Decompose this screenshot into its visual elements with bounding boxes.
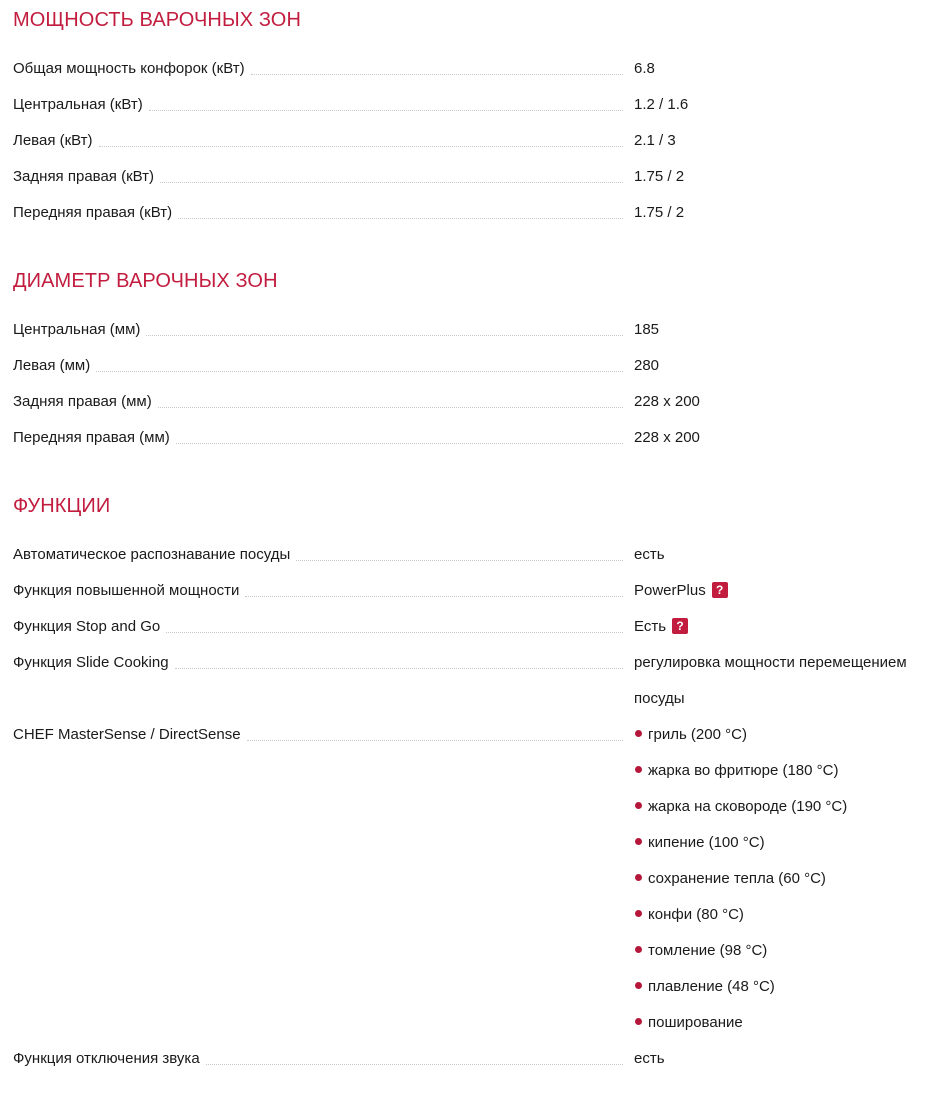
- spec-value: 6.8: [634, 60, 655, 77]
- bullet-icon: [635, 910, 642, 917]
- spec-label: Центральная (кВт): [13, 93, 145, 117]
- section-functions: [13, 494, 928, 518]
- spec-label: Общая мощность конфорок (кВт): [13, 57, 247, 81]
- list-item-text: плавление (48 °C): [648, 978, 775, 995]
- list-item: [634, 789, 932, 825]
- spec-row: [13, 201, 928, 237]
- spec-value: PowerPlus: [634, 582, 706, 599]
- bullet-icon: [635, 946, 642, 953]
- list-item: [634, 753, 932, 789]
- spec-label: Левая (кВт): [13, 129, 95, 153]
- list-item-text: кипение (100 °C): [648, 834, 765, 851]
- spec-value: Есть: [634, 618, 667, 635]
- bullet-icon: [635, 874, 642, 881]
- list-item: [634, 825, 932, 861]
- dotted-leader: [206, 1064, 623, 1065]
- list-item-text: сохранение тепла (60 °C): [648, 870, 826, 887]
- spec-value: есть: [634, 1050, 665, 1067]
- dotted-leader: [247, 740, 623, 741]
- section-diameter: [13, 269, 928, 293]
- spec-label: Автоматическое распознавание посуды: [13, 543, 292, 567]
- section-title: ДИАМЕТР ВАРОЧНЫХ ЗОН: [13, 270, 278, 292]
- dotted-leader: [96, 371, 623, 372]
- spec-row: [13, 1047, 928, 1083]
- bullet-icon: [635, 730, 642, 737]
- spec-value: есть: [634, 546, 665, 563]
- spec-value-line: регулировка мощности перемещением: [634, 654, 907, 671]
- bullet-icon: [635, 802, 642, 809]
- list-item-text: поширование: [648, 1014, 743, 1031]
- spec-value: 1.75 / 2: [634, 168, 685, 185]
- bullet-icon: [635, 838, 642, 845]
- spec-label: Передняя правая (мм): [13, 426, 172, 450]
- list-item: [634, 933, 932, 969]
- mode-list: [634, 717, 932, 1041]
- spec-label: Функция повышенной мощности: [13, 579, 241, 603]
- spec-row: [13, 426, 928, 462]
- list-item-text: гриль (200 °C): [648, 726, 747, 743]
- list-item: [634, 1005, 932, 1041]
- spec-row: [13, 651, 928, 723]
- list-item: [634, 861, 932, 897]
- spec-value: 185: [634, 321, 660, 338]
- spec-value: 228 x 200: [634, 429, 700, 446]
- bullet-icon: [635, 982, 642, 989]
- bullet-icon: [635, 766, 642, 773]
- dotted-leader: [146, 335, 623, 336]
- section-title: МОЩНОСТЬ ВАРОЧНЫХ ЗОН: [13, 9, 302, 31]
- list-item-text: жарка во фритюре (180 °C): [648, 762, 839, 779]
- dotted-leader: [160, 182, 623, 183]
- list-item-text: конфи (80 °C): [648, 906, 744, 923]
- spec-value: 1.75 / 2: [634, 204, 685, 221]
- dotted-leader: [166, 632, 623, 633]
- dotted-leader: [296, 560, 623, 561]
- help-icon[interactable]: ?: [712, 582, 728, 598]
- spec-label: Задняя правая (мм): [13, 390, 154, 414]
- spec-label: Левая (мм): [13, 354, 92, 378]
- spec-label: Функция отключения звука: [13, 1047, 202, 1071]
- spec-value: 228 x 200: [634, 393, 700, 410]
- help-icon[interactable]: ?: [672, 618, 688, 634]
- spec-value: 1.2 / 1.6: [634, 96, 689, 113]
- spec-label: Функция Slide Cooking: [13, 651, 171, 675]
- dotted-leader: [176, 443, 623, 444]
- list-item-text: жарка на сковороде (190 °C): [648, 798, 848, 815]
- spec-row: [13, 723, 928, 1047]
- spec-label: Центральная (мм): [13, 318, 142, 342]
- spec-value-line: посуды: [634, 690, 685, 707]
- spec-label: Задняя правая (кВт): [13, 165, 156, 189]
- dotted-leader: [149, 110, 623, 111]
- dotted-leader: [158, 407, 623, 408]
- list-item: [634, 897, 932, 933]
- dotted-leader: [251, 74, 623, 75]
- spec-label: CHEF MasterSense / DirectSense: [13, 723, 243, 747]
- spec-label: Функция Stop and Go: [13, 615, 162, 639]
- list-item-text: томление (98 °C): [648, 942, 768, 959]
- spec-value: 2.1 / 3: [634, 132, 676, 149]
- list-item: [634, 969, 932, 1005]
- list-item: [634, 717, 932, 753]
- spec-label: Передняя правая (кВт): [13, 201, 174, 225]
- section-power: [13, 8, 928, 32]
- dotted-leader: [175, 668, 623, 669]
- bullet-icon: [635, 1018, 642, 1025]
- dotted-leader: [245, 596, 623, 597]
- spec-value: 280: [634, 357, 660, 374]
- dotted-leader: [99, 146, 623, 147]
- dotted-leader: [178, 218, 623, 219]
- section-title: ФУНКЦИИ: [13, 495, 111, 517]
